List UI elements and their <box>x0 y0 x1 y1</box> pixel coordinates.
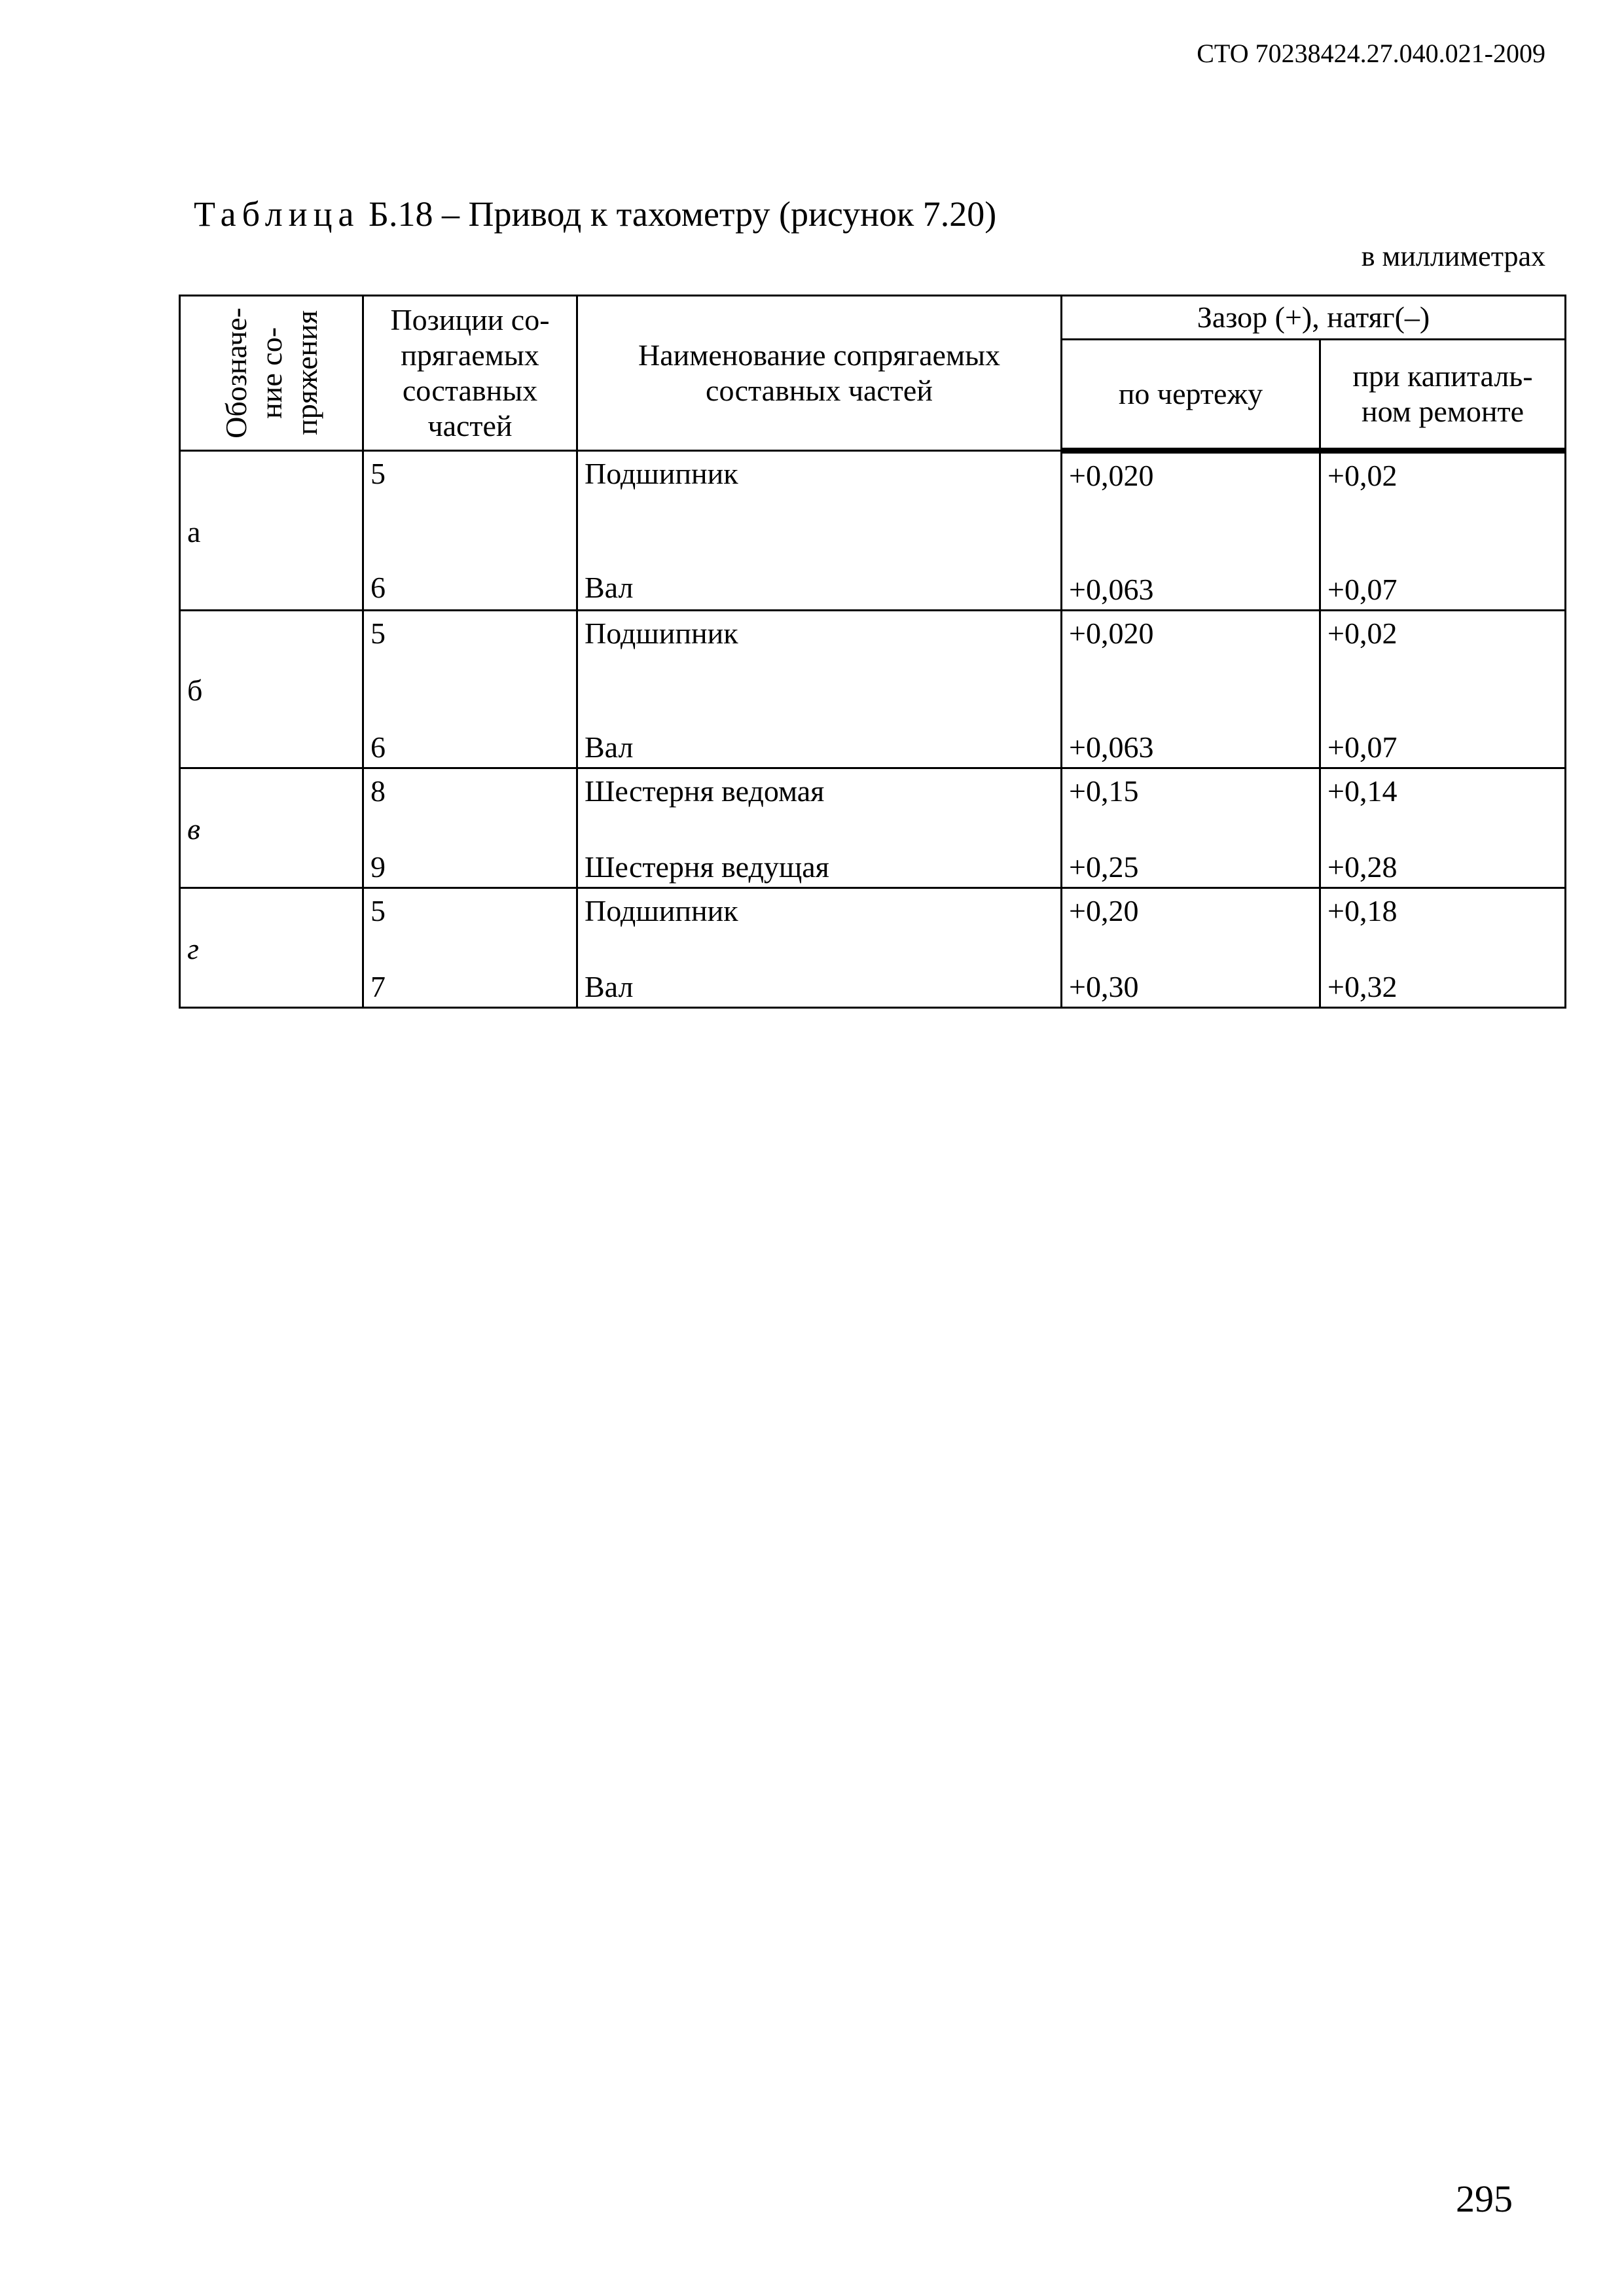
clearance-value: +0,02 <box>1327 459 1398 492</box>
by-drawing-cell <box>1062 451 1320 611</box>
part-names-cell <box>577 888 1062 1008</box>
position-value: 8 <box>370 774 386 808</box>
designation-header <box>180 296 363 451</box>
table-row <box>180 451 1566 611</box>
position-value: 6 <box>370 730 386 764</box>
table-row <box>180 611 1566 768</box>
page-number: 295 <box>1456 2178 1513 2220</box>
clearance-value: +0,02 <box>1327 617 1398 650</box>
part-name: Шестерня ведущая <box>585 850 829 884</box>
table-row <box>180 768 1566 888</box>
clearance-value: +0,063 <box>1069 573 1154 606</box>
clearance-value: +0,28 <box>1327 850 1398 884</box>
clearance-value: +0,32 <box>1327 970 1398 1003</box>
part-names-cell <box>577 451 1062 611</box>
clearance-value: +0,15 <box>1069 774 1139 808</box>
part-name: Подшипник <box>585 894 738 927</box>
positions-cell <box>363 451 577 611</box>
clearance-value: +0,063 <box>1069 730 1154 764</box>
at-overhaul-cell <box>1320 611 1566 768</box>
position-value: 7 <box>370 970 386 1003</box>
part-name: Вал <box>585 970 634 1003</box>
position-value: 5 <box>370 457 386 490</box>
mating-designation: а <box>180 451 363 611</box>
mating-designation: г <box>180 888 363 1008</box>
table-title <box>194 194 996 234</box>
clearance-value: +0,14 <box>1327 774 1398 808</box>
clearance-value: +0,07 <box>1327 573 1398 606</box>
clearance-value: +0,20 <box>1069 894 1139 927</box>
table-title-prefix: Таблица <box>194 194 360 234</box>
by-drawing-cell <box>1062 888 1320 1008</box>
by-drawing-cell <box>1062 768 1320 888</box>
table-header-row <box>180 296 1566 340</box>
part-names-cell <box>577 611 1062 768</box>
part-name: Шестерня ведомая <box>585 774 825 808</box>
by-drawing-header: по чертежу <box>1062 340 1320 451</box>
positions-cell <box>363 611 577 768</box>
mating-parts-table <box>179 295 1566 1009</box>
positions-cell <box>363 888 577 1008</box>
mating-designation: в <box>180 768 363 888</box>
table-row <box>180 888 1566 1008</box>
part-names-cell <box>577 768 1062 888</box>
table-title-text: Б.18 – Привод к тахометру (рисунок 7.20) <box>359 194 997 234</box>
positions-header: Позиции со- прягаемых составных частей <box>363 296 577 451</box>
mating-designation: б <box>180 611 363 768</box>
position-value: 5 <box>370 617 386 650</box>
position-value: 6 <box>370 571 386 604</box>
positions-cell <box>363 768 577 888</box>
clearance-value: +0,30 <box>1069 970 1139 1003</box>
at-overhaul-cell <box>1320 888 1566 1008</box>
position-value: 5 <box>370 894 386 927</box>
designation-header-text: Обозначе- ние со- пряжения <box>219 308 323 439</box>
part-name: Подшипник <box>585 457 738 490</box>
clearance-value: +0,07 <box>1327 730 1398 764</box>
clearance-value: +0,18 <box>1327 894 1398 927</box>
at-overhaul-cell <box>1320 451 1566 611</box>
clearance-value: +0,25 <box>1069 850 1139 884</box>
document-code: СТО 70238424.27.040.021-2009 <box>1197 39 1545 68</box>
at-overhaul-header: при капиталь- ном ремонте <box>1320 340 1566 451</box>
clearance-value: +0,020 <box>1069 617 1154 650</box>
names-header: Наименование сопрягаемых составных частей <box>577 296 1062 451</box>
part-name: Вал <box>585 730 634 764</box>
by-drawing-cell <box>1062 611 1320 768</box>
part-name: Подшипник <box>585 617 738 650</box>
at-overhaul-cell <box>1320 768 1566 888</box>
clearance-value: +0,020 <box>1069 459 1154 492</box>
clearance-group-header: Зазор (+), натяг(–) <box>1062 296 1566 340</box>
position-value: 9 <box>370 850 386 884</box>
units-note: в миллиметрах <box>1361 240 1545 272</box>
part-name: Вал <box>585 571 634 604</box>
